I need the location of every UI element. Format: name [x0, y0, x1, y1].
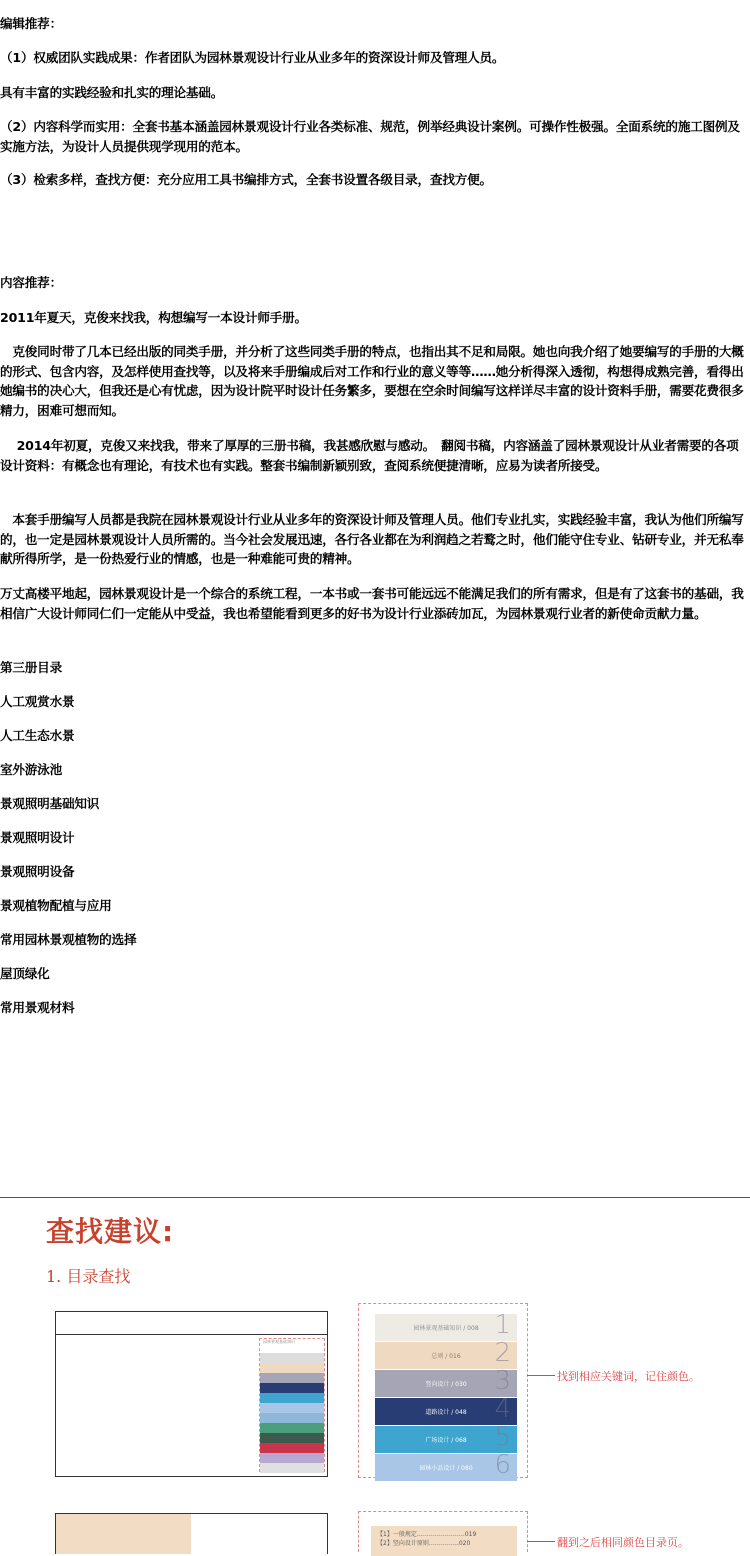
- toc-item: 人工生态水景: [0, 728, 75, 743]
- mini-color-row: [260, 1423, 324, 1433]
- callout-find-keyword: 找到相应关键词，记住颜色。: [557, 1370, 700, 1383]
- content-paragraph-3: 2014年初夏，克俊又来找我，带来了厚厚的三册书稿，我甚感欣慰与感动。 翻阅书稿，内容涵盖了园林景观设计从业者需要的各项设计资料：有概念也有理论，有技术也有实践。整套书编制新颖别致，查阅系统便捷清晰，应易为读者所接受。: [0, 438, 739, 473]
- color-index-number: 6: [494, 1450, 511, 1480]
- beige-page-block: [56, 1514, 191, 1554]
- content-paragraph-5: 万丈高楼平地起，园林景观设计是一个综合的系统工程，一本书或一套书可能远远不能满足我们的所有需求，但是有了这套书的基础，我相信广大设计师同仁们一定能从中受益，我也希望能看到更多的好书为设计行业添砖加瓦，为园林景观行业者的新使命贡献力量。: [0, 586, 744, 621]
- section-toc-card: [371, 1526, 517, 1556]
- color-index-bar: [375, 1310, 517, 1341]
- toc-item: 景观照明基础知识: [0, 796, 100, 811]
- color-index-label: 广场设计 / 068: [425, 1437, 467, 1444]
- color-index-bar: [375, 1450, 517, 1481]
- content-paragraph-4: 本套手册编写人员都是我院在园林景观设计行业从业多年的资深设计师及管理人员。他们专业扎实，实践经验丰富，我认为他们所编写的，也一定是园林景观设计人员所需的。当今社会发展迅速，各行各业都在为利润趋之若鹜之时，他们能守住专业、钻研专业，并无私奉献所得所学，是一份热爱行业的情感，也是一种难能可贵的精神。: [0, 512, 744, 566]
- color-index-bar: [375, 1366, 517, 1397]
- toc-item: 常用景观材料: [0, 1000, 75, 1015]
- toc-item: 景观照明设备: [0, 864, 75, 879]
- mini-color-row: [260, 1403, 324, 1413]
- callout-turn-page: 翻到之后相同颜色目录页。: [557, 1536, 689, 1549]
- color-index-number: 4: [494, 1394, 511, 1424]
- color-index-number: 2: [494, 1338, 511, 1368]
- callout-line-2: [527, 1541, 555, 1542]
- book-spread-illustration-2: [55, 1513, 328, 1554]
- toc-title: 第三册目录: [0, 660, 62, 675]
- section-divider: [0, 1197, 750, 1198]
- content-paragraph-2: 克俊同时带了几本已经出版的同类手册，并分析了这些同类手册的特点，也指出其不足和局限。她也向我介绍了她要编写的手册的大概的形式、包含内容，及怎样使用查找等，以及将来手册编成后对工作和行业的意义等等……她分析得深入透彻，构想得成熟完善，看得出她编书的决心大，但我还是心有忧虑，因为设计院平时设计任务繁多，要想在空余时间编写这样详尽丰富的设计资料手册，需要花费很多精力，困难可想而知。: [0, 344, 744, 418]
- editor-paragraph-1: （1）权威团队实践成果：作者团队为园林景观设计行业从业多年的资深设计师及管理人员。: [0, 50, 505, 65]
- section-toc-line: 【2】竖向设计原则……………020: [377, 1540, 471, 1547]
- mini-color-row: [260, 1443, 324, 1453]
- section-toc-line: 【1】一般规定……………………019: [377, 1531, 477, 1538]
- color-index-number: 1: [494, 1310, 511, 1340]
- book-spread-illustration: [55, 1311, 328, 1477]
- color-index-label: 竖向设计 / 030: [425, 1381, 467, 1388]
- editor-paragraph-3: （3）检索多样，查找方便：充分应用工具书编排方式，全套书设置各级目录，查找方便。: [0, 172, 492, 187]
- color-index-label: 总则 / 016: [431, 1353, 461, 1360]
- toc-item: 屋顶绿化: [0, 966, 50, 981]
- toc-item: 室外游泳池: [0, 762, 62, 777]
- mini-color-row: [260, 1363, 324, 1373]
- editor-recommend-title: 编辑推荐：: [0, 16, 62, 31]
- editor-paragraph-1b: 具有丰富的实践经验和扎实的理论基础。: [0, 85, 224, 100]
- toc-item: 景观植物配植与应用: [0, 898, 112, 913]
- mini-index-header: 园林景观基础知识: [263, 1339, 295, 1344]
- callout-line-1: [527, 1375, 555, 1376]
- toc-item: 常用园林景观植物的选择: [0, 932, 137, 947]
- mini-color-row: [260, 1453, 324, 1463]
- toc-item: 人工观赏水景: [0, 694, 75, 709]
- mini-color-index: [259, 1338, 325, 1472]
- color-index-bar: [375, 1394, 517, 1425]
- toc-item: 景观照明设计: [0, 830, 75, 845]
- color-index-label: 园林景观基础知识 / 008: [413, 1325, 479, 1332]
- mini-color-row: [260, 1383, 324, 1393]
- mini-color-row: [260, 1433, 324, 1443]
- toc-search-subheading: 1. 目录查找: [46, 1267, 131, 1286]
- editor-paragraph-2: （2）内容科学而实用：全套书基本涵盖园林景观设计行业各类标准、规范，例举经典设计案例。可操作性极强。全面系统的施工图例及实施方法，为设计人员提供现学现用的范本。: [0, 119, 740, 154]
- color-index-label: 园林小品设计 / 080: [419, 1465, 473, 1472]
- color-index-number: 3: [494, 1366, 511, 1396]
- mini-color-row: [260, 1373, 324, 1383]
- color-index-label: 道路设计 / 048: [425, 1409, 467, 1416]
- mini-color-row: [260, 1463, 324, 1473]
- mini-color-row: [260, 1353, 324, 1363]
- content-recommend-title: 内容推荐：: [0, 275, 62, 290]
- color-index-bar: [375, 1338, 517, 1369]
- book-top-band: [56, 1312, 327, 1335]
- search-tips-heading: 查找建议:: [46, 1215, 175, 1248]
- mini-color-row: [260, 1413, 324, 1423]
- mini-color-row: [260, 1393, 324, 1403]
- color-index-number: 5: [494, 1422, 511, 1452]
- content-paragraph-1: 2011年夏天，克俊来找我，构想编写一本设计师手册。: [0, 310, 307, 325]
- color-index-zoom: [358, 1303, 528, 1478]
- color-index-bar: [375, 1422, 517, 1453]
